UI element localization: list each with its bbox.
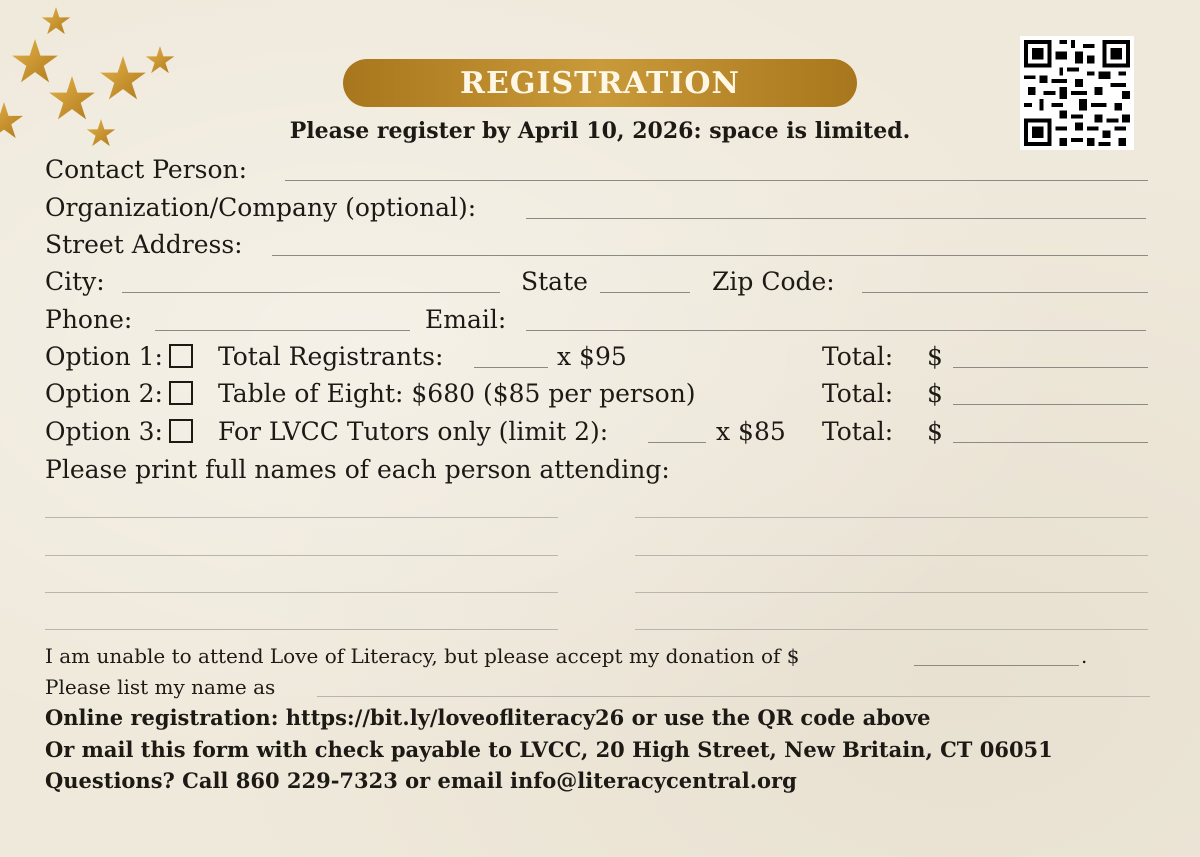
attendee-name-field[interactable] [45,592,558,593]
attendee-name-field[interactable] [635,517,1148,518]
star-icon [49,76,95,119]
option-1-total-field[interactable] [953,367,1148,368]
list-name-field[interactable] [317,696,1150,697]
attendee-name-field[interactable] [635,629,1148,630]
option-2 [45,379,193,409]
star-icon [42,7,71,34]
phone-field[interactable] [155,330,410,331]
option-2-dollar: $ [927,379,943,408]
option-1-text: Total Registrants: [218,342,444,371]
star-icon [12,39,58,82]
email-field[interactable] [526,330,1146,331]
zip-code-field[interactable] [862,292,1148,293]
attendee-name-field[interactable] [635,555,1148,556]
phone-label: Phone: [45,305,133,334]
deadline-notice: Please register by April 10, 2026: space is limited. [289,118,911,144]
star-icon [0,102,23,138]
online-registration: Online registration: https://bit.ly/loveofliteracy26 or use the QR code above [45,705,931,730]
questions-contact: Questions? Call 860 229-7323 or email info@literacycentral.org [45,768,797,793]
option-3-checkbox[interactable] [169,419,193,443]
option-2-total-label: Total: [822,379,894,408]
option-2-checkbox[interactable] [169,381,193,405]
donation-text: I am unable to attend Love of Literacy, but please accept my donation of $ [45,644,800,668]
page-title: REGISTRATION [460,65,740,101]
star-icon [146,46,175,73]
option-3-label: Option 3: [45,417,163,446]
option-3-text: For LVCC Tutors only (limit 2): [218,417,609,446]
tutors-count-field[interactable] [648,442,706,443]
option-1-checkbox[interactable] [169,344,193,368]
option-3-total-field[interactable] [953,442,1148,443]
option-1-price: x $95 [557,342,627,371]
contact-person-label: Contact Person: [45,155,248,184]
star-icon [87,119,116,146]
attendee-name-field[interactable] [635,592,1148,593]
street-address-label: Street Address: [45,230,243,259]
option-2-label: Option 2: [45,379,163,408]
option-1 [45,342,193,372]
attendee-name-field[interactable] [45,517,558,518]
zip-code-label: Zip Code: [712,267,835,296]
option-1-dollar: $ [927,342,943,371]
option-1-total-label: Total: [822,342,894,371]
street-address-field[interactable] [272,255,1148,256]
qr-code[interactable] [1020,36,1134,150]
attendee-name-field[interactable] [45,629,558,630]
email-label: Email: [425,305,507,334]
organization-label: Organization/Company (optional): [45,193,477,222]
option-1-label: Option 1: [45,342,163,371]
donation-amount-field[interactable] [914,665,1079,666]
city-label: City: [45,267,105,296]
title-banner [343,59,857,107]
state-label: State [521,267,588,296]
attendees-prompt: Please print full names of each person attending: [45,455,670,484]
star-icon [100,56,146,99]
city-field[interactable] [122,292,500,293]
attendee-name-field[interactable] [45,555,558,556]
option-3 [45,417,193,447]
option-2-total-field[interactable] [953,404,1148,405]
mail-instructions: Or mail this form with check payable to LVCC, 20 High Street, New Britain, CT 06051 [45,737,1053,762]
state-field[interactable] [600,292,690,293]
option-3-total-label: Total: [822,417,894,446]
option-3-price: x $85 [716,417,786,446]
list-name-label: Please list my name as [45,675,276,699]
contact-person-field[interactable] [285,180,1148,181]
stars-decoration [0,0,200,160]
option-3-dollar: $ [927,417,943,446]
organization-field[interactable] [526,218,1146,219]
option-2-text: Table of Eight: $680 ($85 per person) [218,379,696,408]
donation-period: . [1081,644,1088,668]
total-registrants-field[interactable] [474,367,548,368]
